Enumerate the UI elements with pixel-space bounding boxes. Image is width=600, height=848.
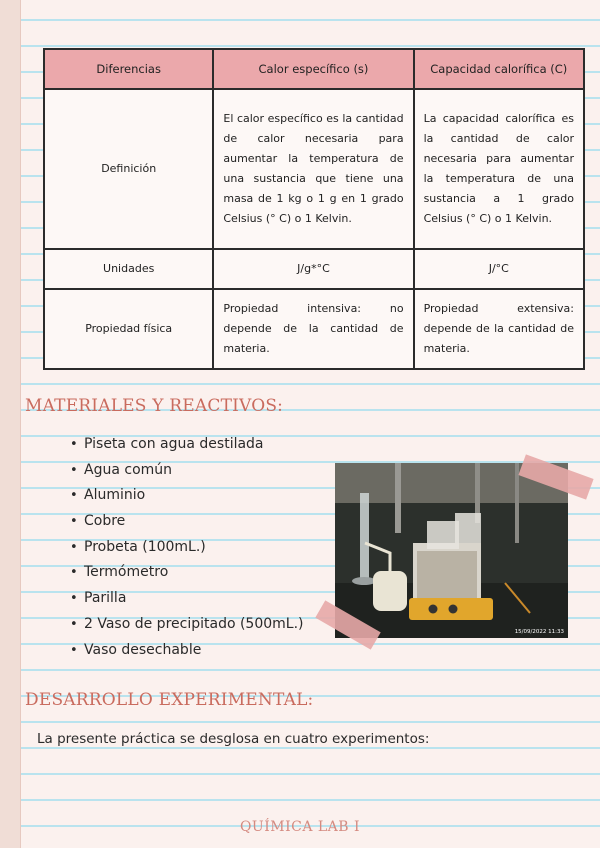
list-item: • Parilla: [70, 588, 304, 614]
list-item: • Vaso desechable: [70, 640, 304, 666]
list-item: • Probeta (100mL.): [70, 537, 304, 563]
list-item: • 2 Vaso de precipitado (500mL.): [70, 614, 304, 640]
cell-property-specific-heat: Propiedad intensiva: no depende de la cantidad de materia.: [213, 289, 413, 369]
list-item: • Termómetro: [70, 562, 304, 588]
page-footer: QUÍMICA LAB I: [239, 819, 361, 835]
graduated-cylinder-shape: [360, 493, 369, 578]
materials-section-title: MATERIALES Y REACTIVOS:: [25, 396, 284, 416]
development-section-title: DESARROLLO EXPERIMENTAL:: [25, 690, 314, 710]
photo-timestamp: 15/09/2022 11:33: [514, 629, 564, 635]
row-label-units: Unidades: [44, 249, 213, 289]
table-row-physical-property: [44, 289, 584, 369]
lab-setup-photo: [335, 463, 568, 638]
table-row-units: [44, 249, 584, 289]
page-margin-strip: [0, 0, 21, 848]
cell-units-heat-capacity: J/°C: [414, 249, 584, 289]
materials-list: [70, 434, 304, 665]
list-item: • Aluminio: [70, 485, 304, 511]
cell-definition-heat-capacity: La capacidad calorífica es la cantidad de calor necesaria para aumentar la temperatura de una sustancia a 1 grado Celsius (° C) o 1 Kelvin.: [414, 89, 584, 249]
list-item: • Agua común: [70, 460, 304, 486]
wash-bottle-shape: [373, 571, 407, 611]
cell-property-heat-capacity: Propiedad extensiva: depende de la cantidad de materia.: [414, 289, 584, 369]
list-item: • Cobre: [70, 511, 304, 537]
cell-definition-specific-heat: El calor específico es la cantidad de calor necesaria para aumentar la temperatura de una sustancia que tiene una masa de 1 kg o 1 g en 1 grado Celsius (° C) o 1 Kelvin.: [213, 89, 413, 249]
list-item: • Piseta con agua destilada: [70, 434, 304, 460]
table-row-definition: [44, 89, 584, 249]
header-specific-heat: Calor específico (s): [213, 49, 413, 89]
header-heat-capacity: Capacidad calorífica (C): [414, 49, 584, 89]
development-intro-text: La presente práctica se desglosa en cuatro experimentos:: [37, 731, 430, 747]
cell-units-specific-heat: J/g*°C: [213, 249, 413, 289]
header-differences: Diferencias: [44, 49, 213, 89]
row-label-definition: Definición: [44, 89, 213, 249]
table-header-row: [44, 49, 584, 89]
comparison-table: [43, 48, 585, 370]
row-label-physical-property: Propiedad física: [44, 289, 213, 369]
